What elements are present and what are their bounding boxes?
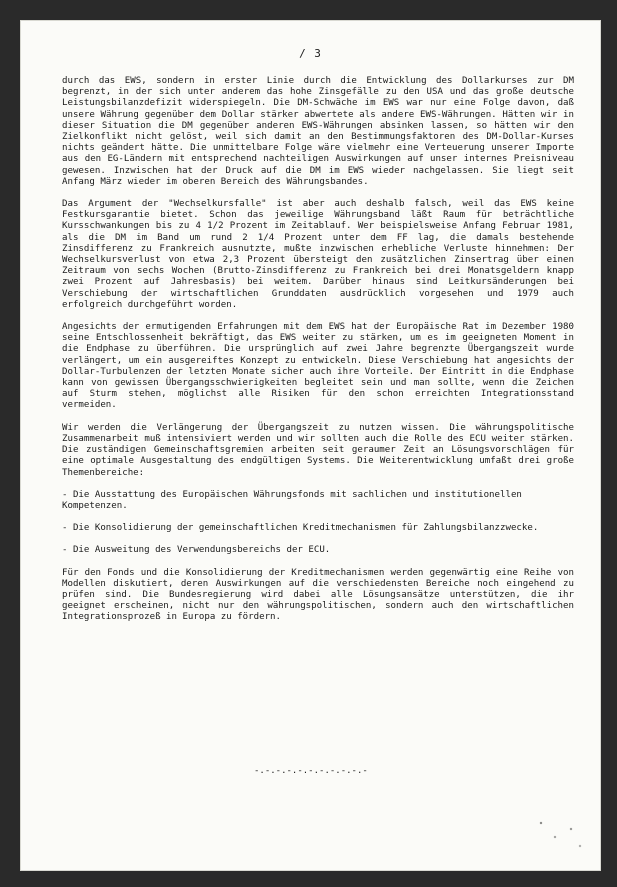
paragraph-4: Wir werden die Verlängerung der Übergangszeit zu nutzen wissen. Die währungspolitische Zusammenarbeit muß intensiviert werden und wir sollten auch die Rolle des ECU weiter stärken. Die zuständigen Gemeinschaftsgremien arbeiten seit geraumer Zeit an Lösungsvorschlägen für eine optimale Ausgestaltung des endgültigen Systems. Die Weiterentwicklung umfaßt drei große Themenbereiche:	[62, 422, 574, 478]
bullet-item-3: - Die Ausweitung des Verwendungsbereichs der ECU.	[62, 545, 331, 556]
scan-noise	[533, 813, 591, 855]
paragraph-1: durch das EWS, sondern in erster Linie durch die Entwicklung des Dollarkurses zur DM begrenzt, in der sich unter anderem das hohe Zinsgefälle zu den USA und das große deutsche Leistungsbilanzdefizit widerspiegeln. Die DM-Schwäche im EWS war nur eine Folge davon, daß unsere Währung gegenüber dem Dollar stärker abwertete als andere EWS-Währungen. Hätten wir in dieser Situation die DM gegenüber anderen EWS-Währungen absinken lassen, so hätten wir den Zielkonflikt nicht gelöst, weil sich damit an den Bestimmungsfaktoren des DM-Dollar-Kurses nichts geändert hätte. Die unmittelbare Folge wäre vielmehr eine Verteuerung unserer Importe aus den EG-Ländern mit entsprechend nachteiligen Auswirkungen auf unser internes Preisniveau gewesen. Inzwischen hat der Druck auf die DM im EWS wieder nachgelassen. Sie liegt seit Anfang März wieder im oberen Bereich des Währungsbandes.	[62, 76, 574, 187]
bullet-item-1: - Die Ausstattung des Europäischen Währungsfonds mit sachlichen und institutionellen Kompetenzen.	[62, 489, 522, 511]
document-body	[62, 76, 574, 635]
page-number: / 3	[299, 47, 322, 60]
closing-paragraph: Für den Fonds und die Konsolidierung der Kreditmechanismen werden gegenwärtig eine Reihe von Modellen diskutiert, deren Auswirkungen auf die verschiedensten Bereiche noch eingehend zu prüfen sind. Die Bundesregierung wird dabei alle Lösungsansätze unterstützen, die ihr geeignet erscheinen, nicht nur den währungspolitischen, sondern auch den wirtschaftlichen Integrationsprozeß in Europa zu fördern.	[62, 567, 574, 623]
paragraph-3: Angesichts der ermutigenden Erfahrungen mit dem EWS hat der Europäische Rat im Dezember 1980 seine Entschlossenheit bekräftigt, das EWS weiter zu stärken, um es im geeigneten Moment in die Endphase zu überführen. Die ursprünglich auf zwei Jahre begrenzte Übergangszeit wurde verlängert, um ein ausgereiftes Konzept zu entwickeln. Diese Verschiebung hat angesichts der Dollar-Turbulenzen der letzten Monate sicher auch ihre Vorteile. Der Eintritt in die Endphase kann von gewissen Übergangsschwierigkeiten begleitet sein und man sollte, wenn die Zeichen auf Sturm stehen, möglichst alle Risiken für den schon erreichten Integrationsstand vermeiden.	[62, 322, 574, 411]
paragraph-2: Das Argument der "Wechselkursfalle" ist aber auch deshalb falsch, weil das EWS keine Festkursgarantie bietet. Schon das jeweilige Währungsband läßt Raum für beträchtliche Kursschwankungen bis zu 4 1/2 Prozent im Zeitablauf. Wer beispielsweise Anfang Februar 1981, als die DM im Band um rund 2 1/4 Prozent unter dem FF lag, die damals bestehende Zinsdifferenz zu Frankreich ausnutzte, mußte inzwischen erhebliche Verluste hinnehmen: Der Wechselkursverlust von etwa 2,3 Prozent übersteigt den zusätzlichen Zinsertrag über einen Zeitraum von sechs Wochen (Brutto-Zinsdifferenz zu Frankreich bei drei Monatsgeldern knapp zwei Prozent auf Jahresbasis) bei weitem. Darüber hinaus sind Leitkursänderungen bei Verschiebung der wirtschaftlichen Grunddaten ausdrücklich vorgesehen und 1979 auch erfolgreich durchgeführt worden.	[62, 199, 574, 310]
document-page	[20, 20, 601, 871]
footer-divider: -.-.-.-.-.-.-.-.-.-.-	[254, 766, 368, 776]
bullet-item-2: - Die Konsolidierung der gemeinschaftlichen Kreditmechanismen für Zahlungsbilanzzwecke.	[62, 523, 539, 534]
